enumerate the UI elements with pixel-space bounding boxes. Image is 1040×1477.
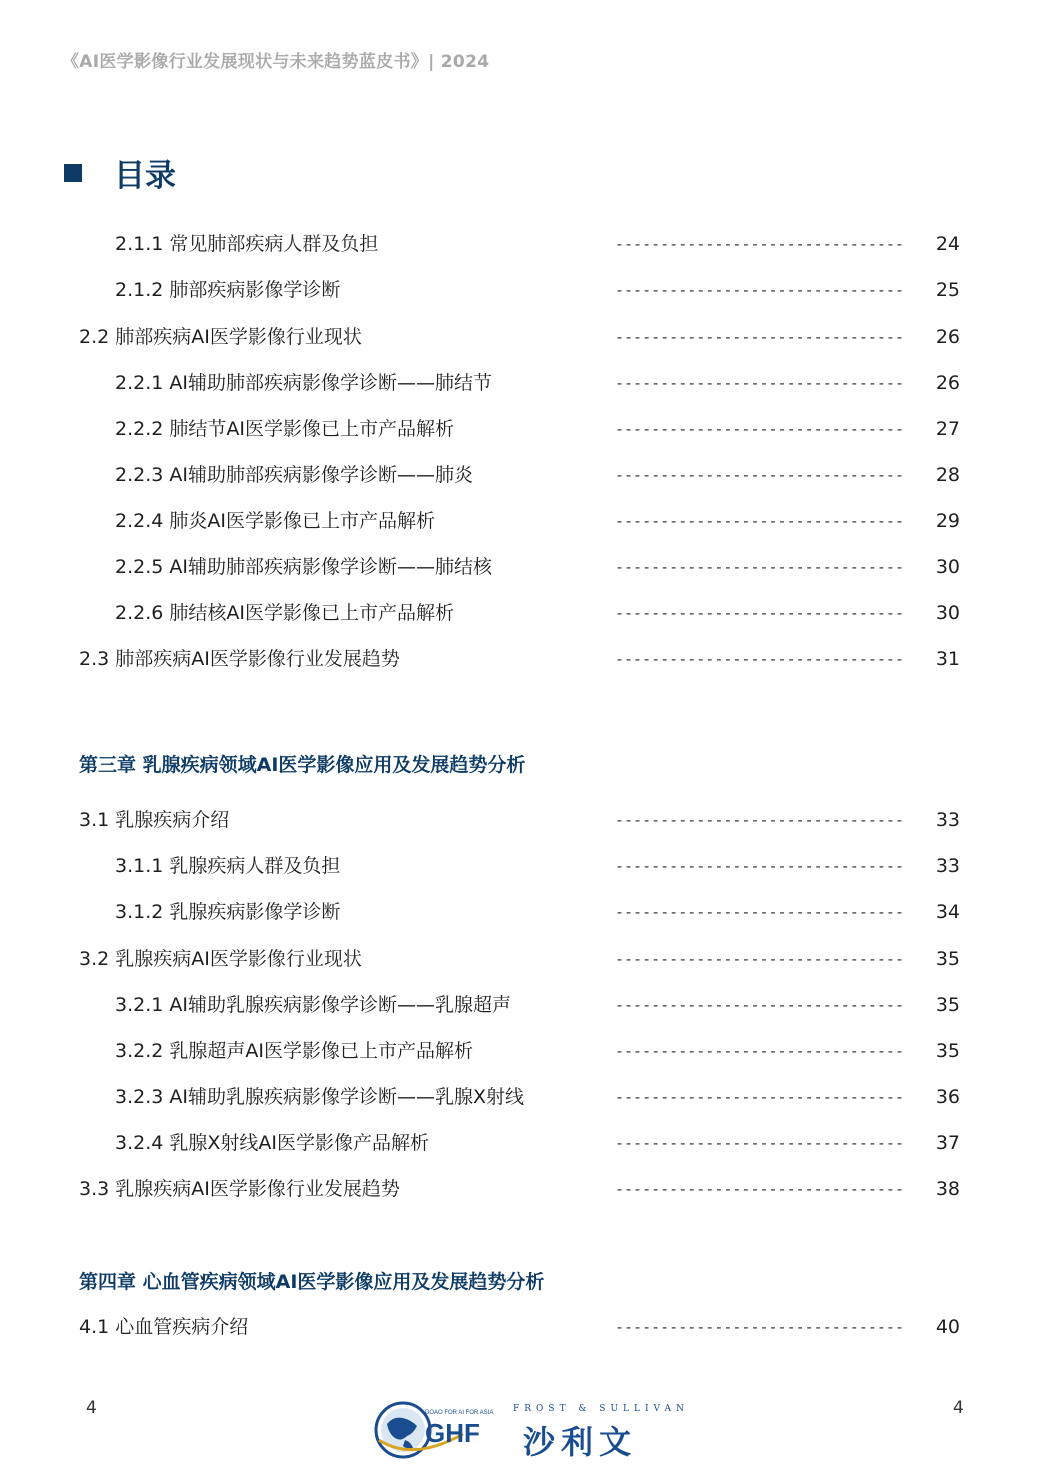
toc-entry[interactable] bbox=[0, 322, 1040, 352]
toc-entry-page: 30 bbox=[935, 602, 960, 624]
toc-entry[interactable] bbox=[0, 275, 1040, 305]
toc-entry-label: 2.2.5 AI辅助肺部疾病影像学诊断——肺结核 bbox=[115, 556, 492, 578]
toc-entry-label: 2.2.4 肺炎AI医学影像已上市产品解析 bbox=[115, 510, 435, 532]
toc-entry-page: 29 bbox=[935, 510, 960, 532]
toc-entry-page: 28 bbox=[935, 464, 960, 486]
chapter-heading[interactable]: 第三章 乳腺疾病领域AI医学影像应用及发展趋势分析 bbox=[79, 754, 526, 776]
toc-entry-page: 25 bbox=[935, 279, 960, 301]
toc-leader: -------------------------------- bbox=[615, 950, 904, 968]
toc-entry-page: 26 bbox=[935, 326, 960, 348]
toc-entry-label: 3.2.1 AI辅助乳腺疾病影像学诊断——乳腺超声 bbox=[115, 994, 511, 1016]
toc-entry-label: 2.1.1 常见肺部疾病人群及负担 bbox=[115, 233, 379, 255]
toc-entry-page: 40 bbox=[935, 1316, 960, 1338]
toc-title: 目录 bbox=[114, 158, 176, 194]
toc-entry-label: 2.2.2 肺结节AI医学影像已上市产品解析 bbox=[115, 418, 454, 440]
frost-sullivan-chinese-logo: 沙利文 bbox=[523, 1423, 638, 1461]
toc-leader: -------------------------------- bbox=[615, 1134, 904, 1152]
toc-entry[interactable] bbox=[0, 944, 1040, 974]
toc-entry[interactable] bbox=[0, 598, 1040, 628]
toc-entry-page: 35 bbox=[935, 994, 960, 1016]
toc-entry-page: 24 bbox=[935, 233, 960, 255]
toc-leader: -------------------------------- bbox=[615, 512, 904, 530]
toc-leader: -------------------------------- bbox=[615, 811, 904, 829]
toc-entry-page: 27 bbox=[935, 418, 960, 440]
toc-entry-label: 3.1.2 乳腺疾病影像学诊断 bbox=[115, 901, 341, 923]
toc-leader: -------------------------------- bbox=[615, 420, 904, 438]
toc-entry-label: 3.2.4 乳腺X射线AI医学影像产品解析 bbox=[115, 1132, 430, 1154]
toc-entry[interactable] bbox=[0, 552, 1040, 582]
toc-entry[interactable] bbox=[0, 1312, 1040, 1342]
toc-leader: -------------------------------- bbox=[615, 1318, 904, 1336]
toc-entry-label: 4.1 心血管疾病介绍 bbox=[79, 1316, 249, 1338]
page-number-right: 4 bbox=[953, 1398, 964, 1418]
toc-entry[interactable] bbox=[0, 1036, 1040, 1066]
toc-entry-label: 2.2.6 肺结核AI医学影像已上市产品解析 bbox=[115, 602, 454, 624]
toc-entry-page: 26 bbox=[935, 372, 960, 394]
toc-entry-page: 36 bbox=[935, 1086, 960, 1108]
toc-leader: -------------------------------- bbox=[615, 650, 904, 668]
toc-leader: -------------------------------- bbox=[615, 604, 904, 622]
toc-entry[interactable] bbox=[0, 414, 1040, 444]
toc-entry[interactable] bbox=[0, 851, 1040, 881]
document-header: 《AI医学影像行业发展现状与未来趋势蓝皮书》| 2024 bbox=[62, 52, 490, 72]
toc-entry-label: 3.2 乳腺疾病AI医学影像行业现状 bbox=[79, 948, 362, 970]
toc-leader: -------------------------------- bbox=[615, 1088, 904, 1106]
ghf-globe-logo bbox=[373, 1400, 503, 1460]
toc-entry-label: 3.2.3 AI辅助乳腺疾病影像学诊断——乳腺X射线 bbox=[115, 1086, 525, 1108]
toc-entry[interactable] bbox=[0, 644, 1040, 674]
toc-leader: -------------------------------- bbox=[615, 466, 904, 484]
toc-entry-label: 2.3 肺部疾病AI医学影像行业发展趋势 bbox=[79, 648, 400, 670]
heading-square-icon bbox=[64, 164, 82, 182]
toc-entry-label: 3.1 乳腺疾病介绍 bbox=[79, 809, 230, 831]
toc-entry-page: 37 bbox=[935, 1132, 960, 1154]
frost-sullivan-wordmark: FROST & SULLIVAN bbox=[513, 1404, 689, 1414]
toc-entry-label: 2.2.3 AI辅助肺部疾病影像学诊断——肺炎 bbox=[115, 464, 473, 486]
toc-entry-label: 3.1.1 乳腺疾病人群及负担 bbox=[115, 855, 341, 877]
toc-entry[interactable] bbox=[0, 368, 1040, 398]
toc-leader: -------------------------------- bbox=[615, 1180, 904, 1198]
toc-entry[interactable] bbox=[0, 805, 1040, 835]
toc-entry-page: 35 bbox=[935, 1040, 960, 1062]
toc-entry[interactable] bbox=[0, 506, 1040, 536]
toc-entry[interactable] bbox=[0, 990, 1040, 1020]
toc-entry[interactable] bbox=[0, 1174, 1040, 1204]
page-number-left: 4 bbox=[86, 1398, 97, 1418]
toc-entry[interactable] bbox=[0, 1082, 1040, 1112]
toc-entry-page: 30 bbox=[935, 556, 960, 578]
toc-entry-label: 3.3 乳腺疾病AI医学影像行业发展趋势 bbox=[79, 1178, 400, 1200]
toc-leader: -------------------------------- bbox=[615, 558, 904, 576]
footer-logos bbox=[373, 1400, 689, 1461]
toc-leader: -------------------------------- bbox=[615, 235, 904, 253]
toc-entry-page: 34 bbox=[935, 901, 960, 923]
toc-entry-label: 2.2.1 AI辅助肺部疾病影像学诊断——肺结节 bbox=[115, 372, 492, 394]
toc-entry-page: 31 bbox=[935, 648, 960, 670]
toc-entry-label: 2.2 肺部疾病AI医学影像行业现状 bbox=[79, 326, 362, 348]
ghf-wordmark: GHF bbox=[425, 1418, 480, 1448]
toc-entry[interactable] bbox=[0, 1128, 1040, 1158]
chapter-heading[interactable]: 第四章 心血管疾病领域AI医学影像应用及发展趋势分析 bbox=[79, 1271, 545, 1293]
toc-entry-label: 3.2.2 乳腺超声AI医学影像已上市产品解析 bbox=[115, 1040, 473, 1062]
toc-entry-page: 33 bbox=[935, 809, 960, 831]
ghf-tagline: DOAO FOR AI FOR ASIA bbox=[425, 1410, 494, 1416]
toc-leader: -------------------------------- bbox=[615, 374, 904, 392]
toc-entry-page: 38 bbox=[935, 1178, 960, 1200]
toc-entry[interactable] bbox=[0, 460, 1040, 490]
toc-entry-page: 33 bbox=[935, 855, 960, 877]
toc-entry[interactable] bbox=[0, 229, 1040, 259]
toc-entry[interactable] bbox=[0, 897, 1040, 927]
toc-leader: -------------------------------- bbox=[615, 328, 904, 346]
toc-entry-label: 2.1.2 肺部疾病影像学诊断 bbox=[115, 279, 341, 301]
toc-leader: -------------------------------- bbox=[615, 903, 904, 921]
toc-leader: -------------------------------- bbox=[615, 1042, 904, 1060]
toc-leader: -------------------------------- bbox=[615, 281, 904, 299]
toc-entry-page: 35 bbox=[935, 948, 960, 970]
toc-heading bbox=[64, 150, 176, 195]
toc-leader: -------------------------------- bbox=[615, 996, 904, 1014]
toc-leader: -------------------------------- bbox=[615, 857, 904, 875]
